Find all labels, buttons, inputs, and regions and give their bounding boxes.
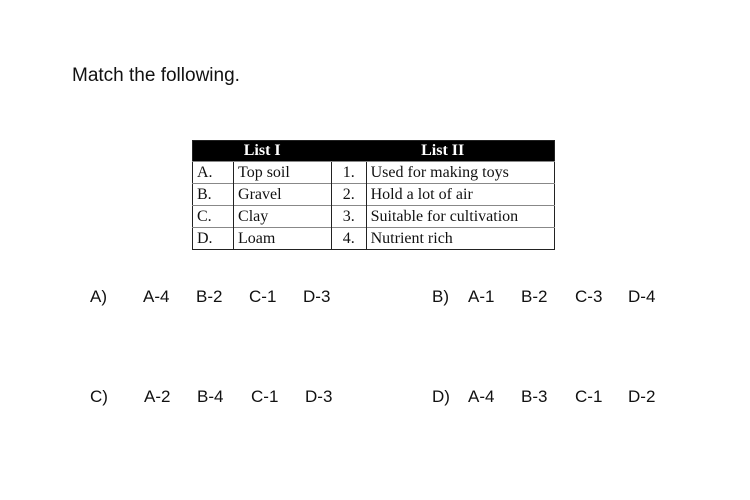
option-pair: D-2 <box>628 387 656 406</box>
list2-item: Hold a lot of air <box>366 184 554 206</box>
row-letter: B. <box>193 184 234 206</box>
option-pair: A-4 <box>468 387 495 406</box>
option-pair: B-2 <box>196 287 223 306</box>
table-row <box>193 206 555 228</box>
option-pair: B-4 <box>197 387 224 406</box>
list2-item: Nutrient rich <box>366 228 554 250</box>
row-letter: A. <box>193 162 234 184</box>
option-label: B) <box>432 287 449 306</box>
list1-item: Clay <box>234 206 332 228</box>
option-pair: C-1 <box>249 287 277 306</box>
option-pair: A-1 <box>468 287 495 306</box>
option-label: A) <box>90 287 107 306</box>
option-label: C) <box>90 387 108 406</box>
option-pair: A-4 <box>143 287 170 306</box>
row-number: 1. <box>331 162 366 184</box>
list2-item: Suitable for cultivation <box>366 206 554 228</box>
list2-header: List II <box>331 141 554 162</box>
list2-item: Used for making toys <box>366 162 554 184</box>
table-row <box>193 184 555 206</box>
row-number: 2. <box>331 184 366 206</box>
match-table <box>192 140 555 250</box>
option-pair: C-3 <box>575 287 603 306</box>
row-number: 3. <box>331 206 366 228</box>
table-row <box>193 162 555 184</box>
list1-item: Loam <box>234 228 332 250</box>
table-header-row <box>193 141 555 162</box>
list1-header: List I <box>193 141 332 162</box>
option-pair: C-1 <box>251 387 279 406</box>
option-pair: B-2 <box>521 287 548 306</box>
option-pair: B-3 <box>521 387 548 406</box>
option-pair: D-3 <box>303 287 331 306</box>
row-letter: D. <box>193 228 234 250</box>
option-label: D) <box>432 387 450 406</box>
option-pair: C-1 <box>575 387 603 406</box>
list1-item: Top soil <box>234 162 332 184</box>
table-row <box>193 228 555 250</box>
option-pair: D-4 <box>628 287 656 306</box>
row-letter: C. <box>193 206 234 228</box>
question-text: Match the following. <box>72 65 240 86</box>
list1-item: Gravel <box>234 184 332 206</box>
row-number: 4. <box>331 228 366 250</box>
option-pair: D-3 <box>305 387 333 406</box>
option-pair: A-2 <box>144 387 171 406</box>
